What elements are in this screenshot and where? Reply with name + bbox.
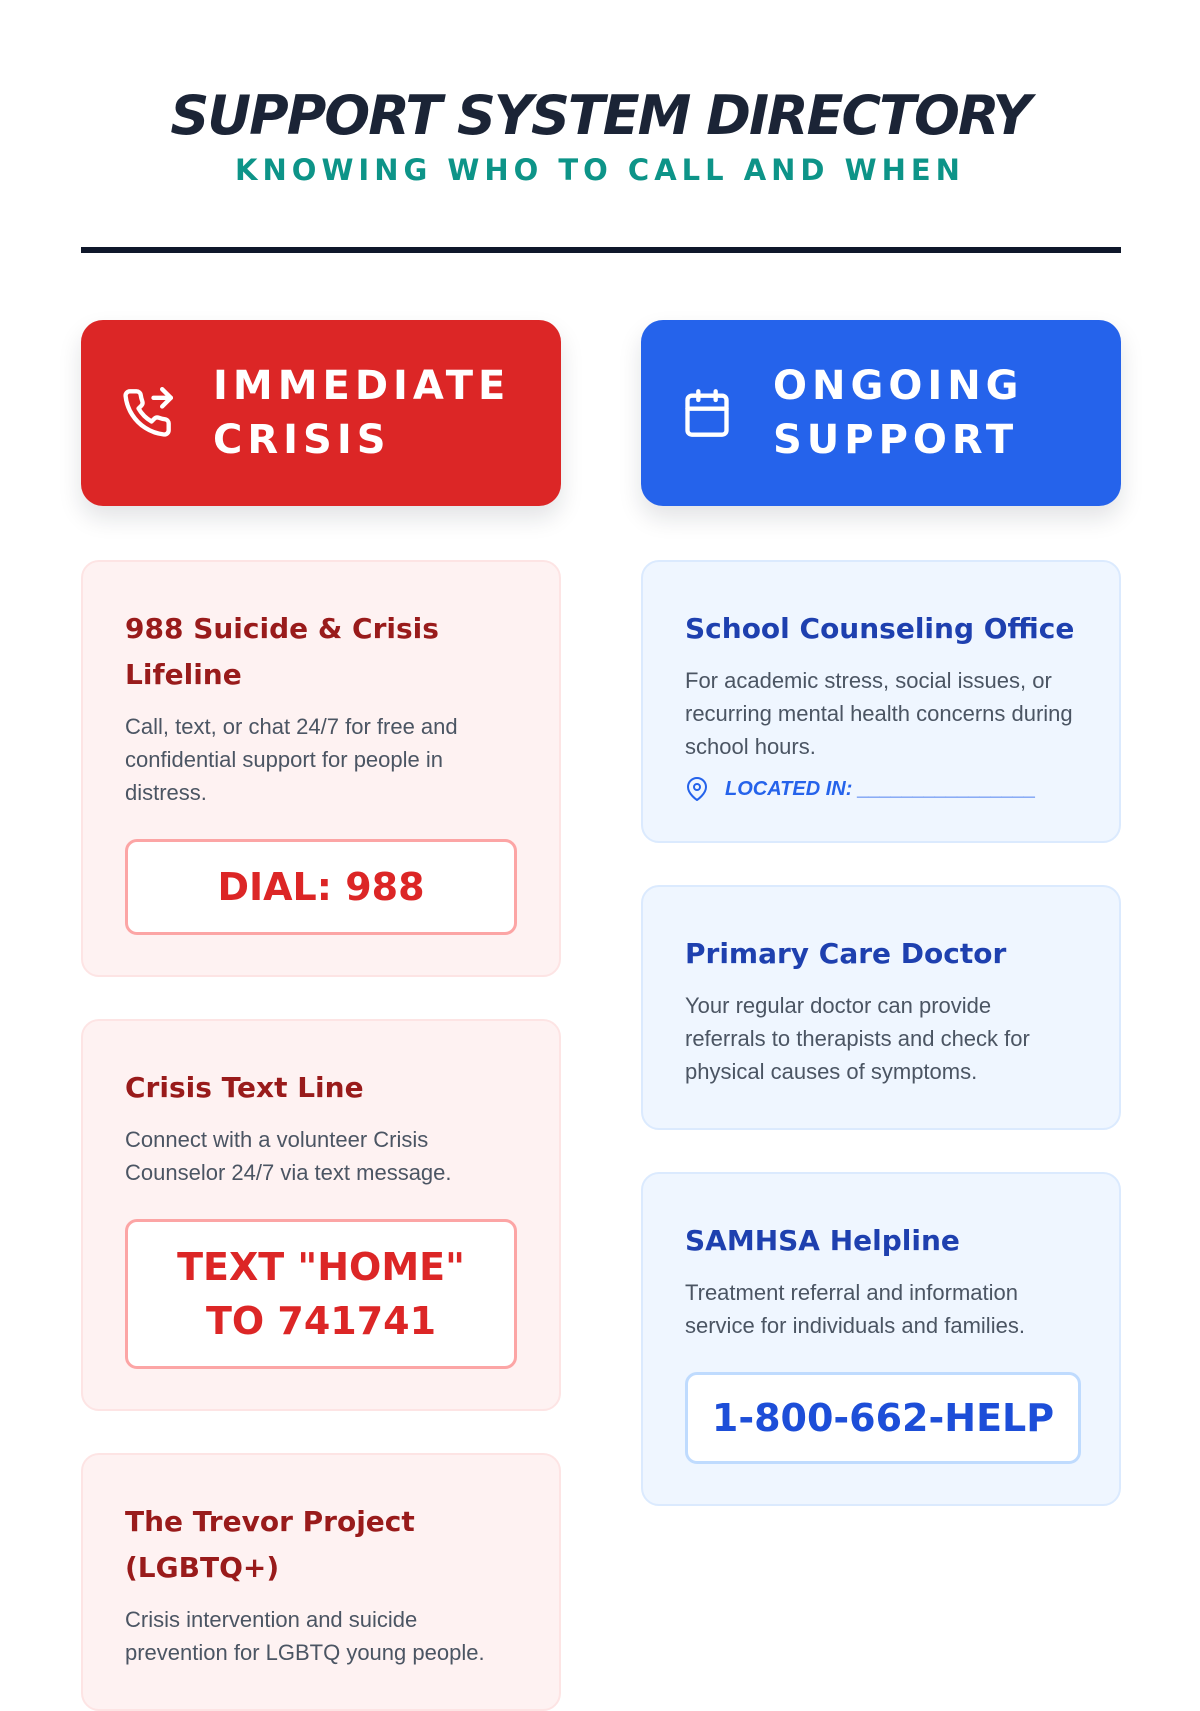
card-description: Treatment referral and information service for individuals and families. xyxy=(685,1280,1025,1338)
card-description: Crisis intervention and suicide prevention for LGBTQ young people. xyxy=(125,1607,485,1665)
card-title: Crisis Text Line xyxy=(125,1071,364,1104)
samhsa-phone-button[interactable]: 1-800-662-HELP xyxy=(685,1372,1081,1464)
ongoing-heading: ONGOING SUPPORT xyxy=(773,363,1024,463)
crisis-heading: IMMEDIATE CRISIS xyxy=(213,363,511,463)
page-subtitle: KNOWING WHO TO CALL AND WHEN xyxy=(235,153,965,187)
crisis-card-text-line xyxy=(81,1019,561,1411)
card-description: Your regular doctor can provide referrals to therapists and check for physical causes of symptoms. xyxy=(685,993,1030,1084)
dial-988-button[interactable]: DIAL: 988 xyxy=(125,839,517,935)
ongoing-card-school xyxy=(641,560,1121,843)
card-title: SAMHSA Helpline xyxy=(685,1224,960,1257)
crisis-card-trevor xyxy=(81,1453,561,1711)
crisis-column xyxy=(81,320,561,1711)
ongoing-card-doctor xyxy=(641,885,1121,1130)
ongoing-card-samhsa xyxy=(641,1172,1121,1506)
location-line xyxy=(685,777,1077,801)
phone-forwarded-icon xyxy=(121,387,173,439)
card-title: School Counseling Office xyxy=(685,612,1075,645)
card-description: Connect with a volunteer Crisis Counselor 24/7 via text message. xyxy=(125,1127,452,1185)
card-title: 988 Suicide & Crisis Lifeline xyxy=(125,612,439,691)
page-header xyxy=(0,0,1200,188)
card-description: Call, text, or chat 24/7 for free and confidential support for people in distress. xyxy=(125,714,458,805)
ongoing-header xyxy=(641,320,1121,506)
card-description: For academic stress, social issues, or recurring mental health concerns during school hours. xyxy=(685,668,1073,759)
card-title: The Trevor Project (LGBTQ+) xyxy=(125,1505,415,1584)
page-title: SUPPORT SYSTEM DIRECTORY xyxy=(170,84,1030,147)
calendar-icon xyxy=(681,387,733,439)
map-pin-icon xyxy=(685,777,709,801)
crisis-card-988 xyxy=(81,560,561,977)
card-title: Primary Care Doctor xyxy=(685,937,1007,970)
location-label: LOCATED IN: ________________ xyxy=(725,777,1036,800)
text-home-button[interactable]: TEXT "HOME" TO 741741 xyxy=(125,1219,517,1369)
ongoing-column xyxy=(641,320,1121,1506)
crisis-header xyxy=(81,320,561,506)
header-divider xyxy=(81,247,1121,253)
